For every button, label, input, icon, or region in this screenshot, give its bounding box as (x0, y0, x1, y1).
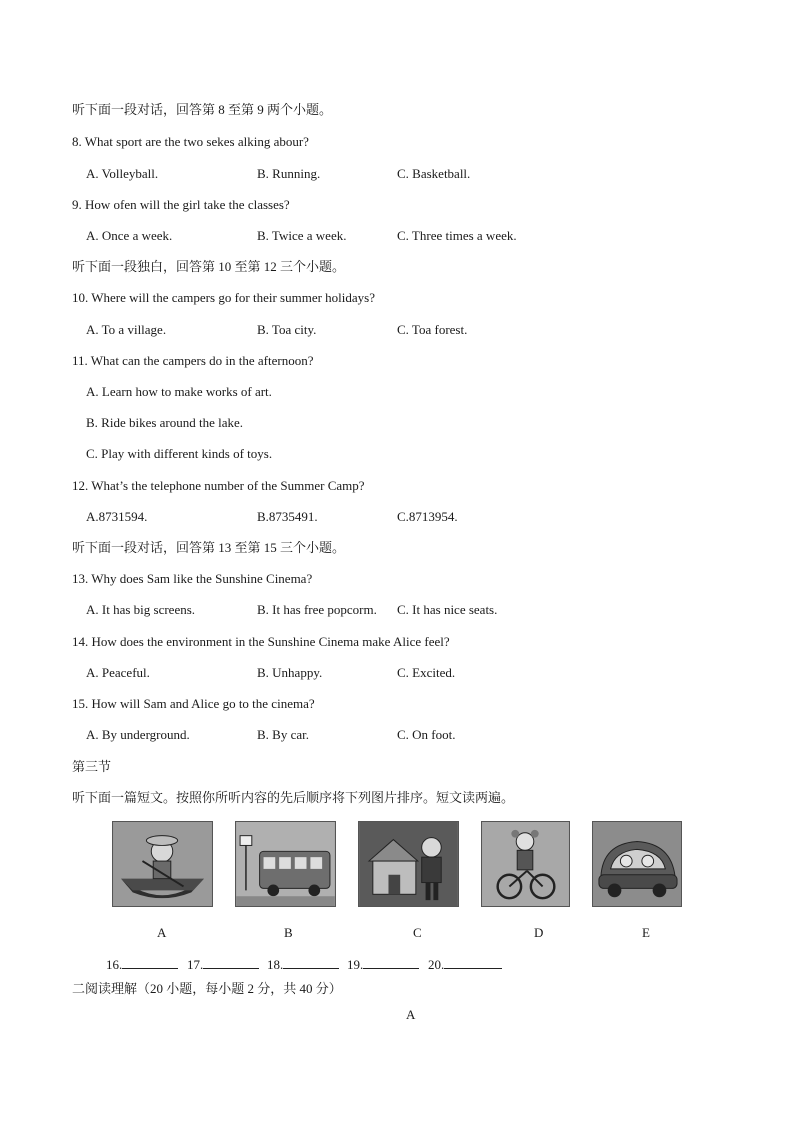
boy-in-boat-icon (112, 821, 213, 907)
picture-label-d: D (534, 925, 544, 940)
q13-option-a: A. It has big screens. (86, 602, 196, 617)
school-bus-icon (235, 821, 336, 907)
section-3-title: 第三节 (72, 759, 112, 774)
answer-blank-20[interactable] (428, 956, 502, 973)
q13-option-b: B. It has free popcorm. (257, 602, 377, 617)
section-3-instruction: 听下面一篇短文。按照你所听内容的先后顺序将下列图片排序。短文读两遍。 (72, 790, 515, 805)
picture-label-a: A (157, 925, 167, 940)
q9-option-a: A. Once a week. (86, 228, 173, 243)
question-10: 10. Where will the campers go for their summer holidays? (72, 290, 376, 305)
question-14: 14. How does the environment in the Sunshine Cinema make Alice feel? (72, 634, 450, 649)
passage-label: A (406, 1007, 416, 1022)
q8-option-c: C. Basketball. (397, 166, 471, 181)
answer-blank-18[interactable] (267, 956, 339, 973)
q13-option-c: C. It has nice seats. (397, 602, 498, 617)
blank-number: 19. (347, 957, 364, 972)
blank-number: 17. (187, 957, 204, 972)
question-15: 15. How will Sam and Alice go to the cinema? (72, 696, 315, 711)
q12-option-b: B.8735491. (257, 509, 318, 524)
family-in-car-icon (592, 821, 682, 907)
q15-option-b: B. By car. (257, 727, 309, 742)
blank-number: 18. (267, 957, 284, 972)
part-2-title: 二阅读理解（20 小题，每小题 2 分，共 40 分） (72, 981, 342, 996)
blank-number: 20. (428, 957, 445, 972)
q10-option-a: A. To a village. (86, 322, 167, 337)
section-instruction-dialogue: 听下面一段对话，回答第 8 至第 9 两个小题。 (72, 102, 333, 117)
picture-label-b: B (284, 925, 293, 940)
q14-option-b: B. Unhappy. (257, 665, 323, 680)
section-instruction-monologue: 听下面一段独白，回答第 10 至第 12 三个小题。 (72, 259, 346, 274)
q8-option-b: B. Running. (257, 166, 321, 181)
q15-option-c: C. On foot. (397, 727, 456, 742)
q11-option-a: A. Learn how to make works of art. (86, 384, 272, 399)
question-9: 9. How ofen will the girl take the classes? (72, 197, 290, 212)
girl-at-school-icon (358, 821, 459, 907)
question-12: 12. What’s the telephone number of the Summer Camp? (72, 478, 365, 493)
q9-option-c: C. Three times a week. (397, 228, 517, 243)
picture-label-e: E (642, 925, 650, 940)
q10-option-c: C. Toa forest. (397, 322, 468, 337)
q14-option-a: A. Peaceful. (86, 665, 150, 680)
q14-option-c: C. Excited. (397, 665, 456, 680)
picture-label-c: C (413, 925, 422, 940)
q11-option-c: C. Play with different kinds of toys. (86, 446, 273, 461)
q11-option-b: B. Ride bikes around the lake. (86, 415, 244, 430)
question-11: 11. What can the campers do in the afternoon? (72, 353, 314, 368)
answer-blank-16[interactable] (106, 956, 178, 973)
answer-blank-17[interactable] (187, 956, 259, 973)
girl-on-bike-icon (481, 821, 570, 907)
q15-option-a: A. By underground. (86, 727, 190, 742)
question-8: 8. What sport are the two sekes alking abour? (72, 134, 309, 149)
answer-blank-19[interactable] (347, 956, 419, 973)
question-13: 13. Why does Sam like the Sunshine Cinema? (72, 571, 313, 586)
q12-option-c: C.8713954. (397, 509, 458, 524)
q12-option-a: A.8731594. (86, 509, 148, 524)
blank-number: 16. (106, 957, 123, 972)
q8-option-a: A. Volleyball. (86, 166, 159, 181)
q10-option-b: B. Toa city. (257, 322, 317, 337)
section-instruction-dialogue-2: 听下面一段对话，回答第 13 至第 15 三个小题。 (72, 540, 346, 555)
q9-option-b: B. Twice a week. (257, 228, 347, 243)
